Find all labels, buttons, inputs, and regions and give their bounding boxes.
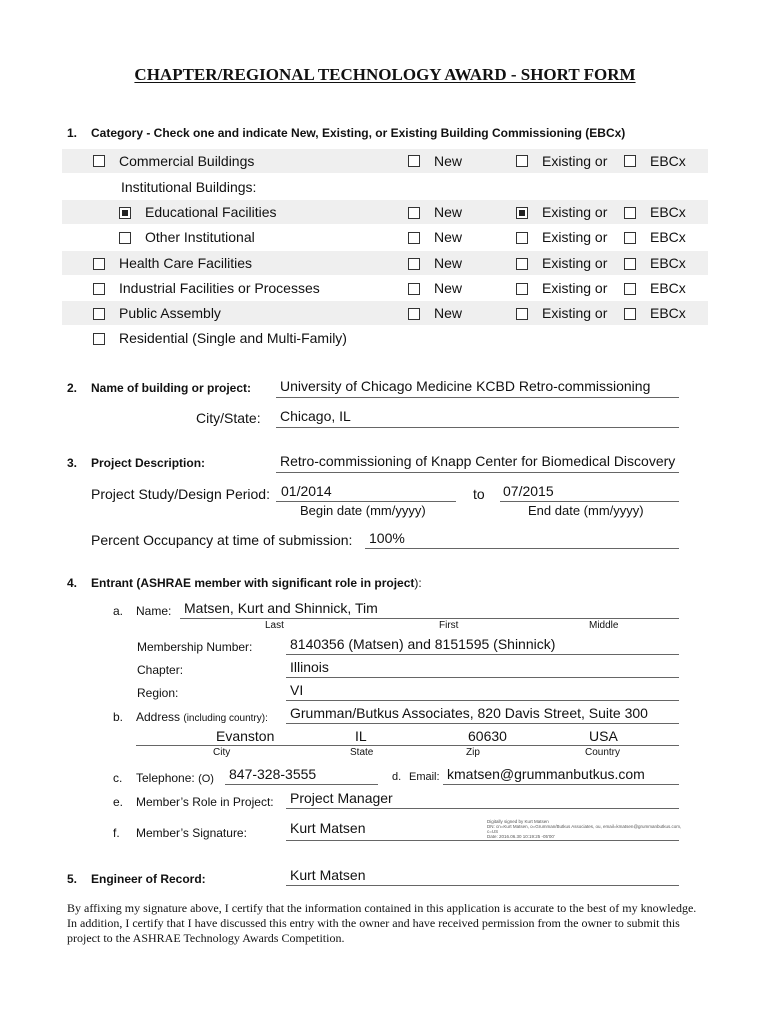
entrant-name-label: Name:	[136, 604, 172, 618]
label-ebcx: EBCx	[650, 204, 686, 220]
digital-signature-line: Date: 2016.06.30 10:19:25 -05'00'	[487, 834, 555, 839]
region-field[interactable]: VI	[290, 682, 304, 698]
begin-date-caption: Begin date (mm/yyyy)	[300, 503, 426, 518]
engineer-of-record-field[interactable]: Kurt Matsen	[290, 867, 366, 883]
checkbox-industrial-existing[interactable]	[516, 283, 528, 295]
label-new: New	[434, 305, 463, 321]
label-public-assembly: Public Assembly	[119, 305, 221, 321]
label-commercial-buildings: Commercial Buildings	[119, 153, 255, 169]
checkbox-commercial-new[interactable]	[408, 155, 420, 167]
digital-signature-block	[487, 819, 687, 839]
checkbox-commercial-existing[interactable]	[516, 155, 528, 167]
item-f-marker: f.	[113, 826, 120, 840]
label-other-institutional: Other Institutional	[145, 229, 255, 245]
page-title: CHAPTER/REGIONAL TECHNOLOGY AWARD - SHORT FORM	[134, 65, 636, 84]
telephone-field[interactable]: 847-328-3555	[229, 766, 317, 782]
occupancy-field[interactable]: 100%	[369, 530, 405, 546]
last-caption: Last	[265, 620, 284, 631]
item-e-marker: e.	[113, 795, 124, 809]
section-5-number: 5.	[67, 872, 78, 886]
signature-label: Member’s Signature:	[136, 826, 247, 840]
project-description-field[interactable]: Retro-commissioning of Knapp Center for Biomedical Discovery	[280, 453, 676, 469]
checkbox-industrial-new[interactable]	[408, 283, 420, 295]
project-description-underline	[276, 472, 679, 473]
city-state-field[interactable]: Chicago, IL	[280, 408, 351, 424]
engineer-of-record-label: Engineer of Record:	[91, 872, 206, 886]
checkbox-public-assembly-ebcx[interactable]	[624, 308, 636, 320]
checkbox-public-assembly[interactable]	[93, 308, 105, 320]
label-ebcx: EBCx	[650, 305, 686, 321]
label-ebcx: EBCx	[650, 229, 686, 245]
label-existing: Existing or	[542, 305, 608, 321]
telephone-label-sub: (O)	[198, 773, 214, 785]
checkbox-other-institutional[interactable]	[119, 232, 131, 244]
membership-label: Membership Number:	[137, 640, 253, 654]
label-existing: Existing or	[542, 204, 608, 220]
label-industrial-facilities: Industrial Facilities or Processes	[119, 280, 320, 296]
section-4-number: 4.	[67, 576, 78, 590]
begin-date-field[interactable]: 01/2014	[281, 483, 332, 499]
design-period-label: Project Study/Design Period:	[91, 486, 270, 502]
email-underline	[443, 784, 679, 785]
middle-caption: Middle	[589, 620, 619, 631]
checkbox-health-care-facilities[interactable]	[93, 258, 105, 270]
address-label-main: Address	[136, 710, 181, 724]
item-d-marker: d.	[392, 771, 402, 783]
first-caption: First	[439, 620, 459, 631]
checkbox-residential[interactable]	[93, 333, 105, 345]
digital-signature-line: DN: cn=Kurt Matsen, o=Grumman/Butkus Associates, ou, email=kmatsen@grummanbutkus.com, c=US	[487, 824, 682, 834]
checkbox-other-institutional-ebcx[interactable]	[624, 232, 636, 244]
zip-field[interactable]: 60630	[468, 728, 507, 744]
end-date-caption: End date (mm/yyyy)	[528, 503, 644, 518]
label-residential: Residential (Single and Multi-Family)	[119, 330, 347, 346]
chapter-label: Chapter:	[137, 663, 184, 677]
state-field[interactable]: IL	[355, 728, 367, 744]
signature-field[interactable]: Kurt Matsen	[290, 820, 366, 836]
end-date-underline	[500, 501, 679, 502]
state-caption: State	[350, 747, 374, 758]
label-ebcx: EBCx	[650, 153, 686, 169]
checkbox-educational-existing[interactable]	[516, 207, 528, 219]
telephone-label-main: Telephone:	[136, 771, 195, 785]
checkbox-other-institutional-existing[interactable]	[516, 232, 528, 244]
city-state-label: City/State:	[196, 410, 261, 426]
label-new: New	[434, 204, 463, 220]
checkbox-commercial-buildings[interactable]	[93, 155, 105, 167]
label-educational-facilities: Educational Facilities	[145, 204, 277, 220]
label-existing: Existing or	[542, 153, 608, 169]
email-label: Email:	[409, 771, 440, 783]
chapter-field[interactable]: Illinois	[290, 659, 329, 675]
role-underline	[286, 808, 679, 809]
checkbox-industrial-ebcx[interactable]	[624, 283, 636, 295]
item-c-marker: c.	[113, 771, 123, 785]
entrant-name-field[interactable]: Matsen, Kurt and Shinnick, Tim	[184, 600, 378, 616]
item-a-marker: a.	[113, 604, 124, 618]
label-health-care-facilities: Health Care Facilities	[119, 255, 253, 271]
label-ebcx: EBCx	[650, 280, 686, 296]
entrant-name-underline	[180, 618, 679, 619]
city-state-underline	[276, 427, 679, 428]
label-existing: Existing or	[542, 280, 608, 296]
project-name-label: Name of building or project:	[91, 381, 252, 395]
chapter-underline	[286, 677, 679, 678]
checkbox-commercial-ebcx[interactable]	[624, 155, 636, 167]
city-caption: City	[213, 747, 231, 758]
to-label: to	[473, 486, 485, 502]
label-institutional-buildings: Institutional Buildings:	[121, 179, 257, 195]
section-3-number: 3.	[67, 456, 78, 470]
signature-underline	[286, 840, 679, 841]
address-label-sub: (including country):	[183, 713, 268, 724]
checkbox-industrial-facilities[interactable]	[93, 283, 105, 295]
begin-date-underline	[276, 501, 456, 502]
occupancy-label: Percent Occupancy at time of submission:	[91, 532, 353, 548]
membership-field[interactable]: 8140356 (Matsen) and 8151595 (Shinnick)	[290, 636, 556, 652]
checkbox-public-assembly-new[interactable]	[408, 308, 420, 320]
item-b-marker: b.	[113, 710, 124, 724]
address-underline	[286, 723, 679, 724]
section-1-number: 1.	[67, 126, 78, 140]
address-label	[136, 710, 268, 724]
role-field[interactable]: Project Manager	[290, 790, 393, 806]
entrant-heading	[91, 576, 422, 590]
city-state-zip-underline	[136, 745, 679, 746]
label-new: New	[434, 280, 463, 296]
address-field[interactable]: Grumman/Butkus Associates, 820 Davis Street, Suite 300	[290, 705, 648, 721]
region-underline	[286, 700, 679, 701]
zip-caption: Zip	[466, 747, 480, 758]
entrant-heading-bold: Entrant (ASHRAE member with significant role in project	[91, 576, 415, 590]
checkbox-educational-new[interactable]	[408, 207, 420, 219]
checkbox-other-institutional-new[interactable]	[408, 232, 420, 244]
label-new: New	[434, 153, 463, 169]
digital-signature-line: Digitally signed by Kurt Matsen	[487, 819, 549, 824]
certification-text: By affixing my signature above, I certify that the information contained in this application is accurate to the best of my knowledge. In addition, I certify that I have discussed this entry with the owner and have received permission from the owner to submit this project to the ASHRAE Technology Awards Competition.	[67, 901, 697, 945]
telephone-label	[136, 771, 214, 785]
checkbox-health-care-new[interactable]	[408, 258, 420, 270]
project-name-underline	[276, 397, 679, 398]
section-2-number: 2.	[67, 381, 78, 395]
end-date-field[interactable]: 07/2015	[503, 483, 554, 499]
occupancy-underline	[365, 548, 679, 549]
role-label: Member’s Role in Project:	[136, 795, 274, 809]
country-caption: Country	[585, 747, 621, 758]
checkbox-educational-facilities[interactable]	[119, 207, 131, 219]
checkbox-public-assembly-existing[interactable]	[516, 308, 528, 320]
label-new: New	[434, 229, 463, 245]
city-field[interactable]: Evanston	[216, 728, 275, 744]
label-existing: Existing or	[542, 255, 608, 271]
label-new: New	[434, 255, 463, 271]
section-1-heading: Category - Check one and indicate New, Existing, or Existing Building Commissioning (EBCx)	[91, 126, 626, 140]
telephone-underline	[225, 784, 378, 785]
label-existing: Existing or	[542, 229, 608, 245]
checkbox-health-care-ebcx[interactable]	[624, 258, 636, 270]
email-field[interactable]: kmatsen@grummanbutkus.com	[447, 766, 645, 782]
checkbox-health-care-existing[interactable]	[516, 258, 528, 270]
label-ebcx: EBCx	[650, 255, 686, 271]
country-field[interactable]: USA	[589, 728, 618, 744]
entrant-heading-tail: ):	[414, 576, 422, 590]
project-name-field[interactable]: University of Chicago Medicine KCBD Retro-commissioning	[280, 378, 651, 394]
checkbox-educational-ebcx[interactable]	[624, 207, 636, 219]
membership-underline	[286, 654, 679, 655]
project-description-label: Project Description:	[91, 456, 206, 470]
region-label: Region:	[137, 686, 179, 700]
engineer-of-record-underline	[286, 885, 679, 886]
